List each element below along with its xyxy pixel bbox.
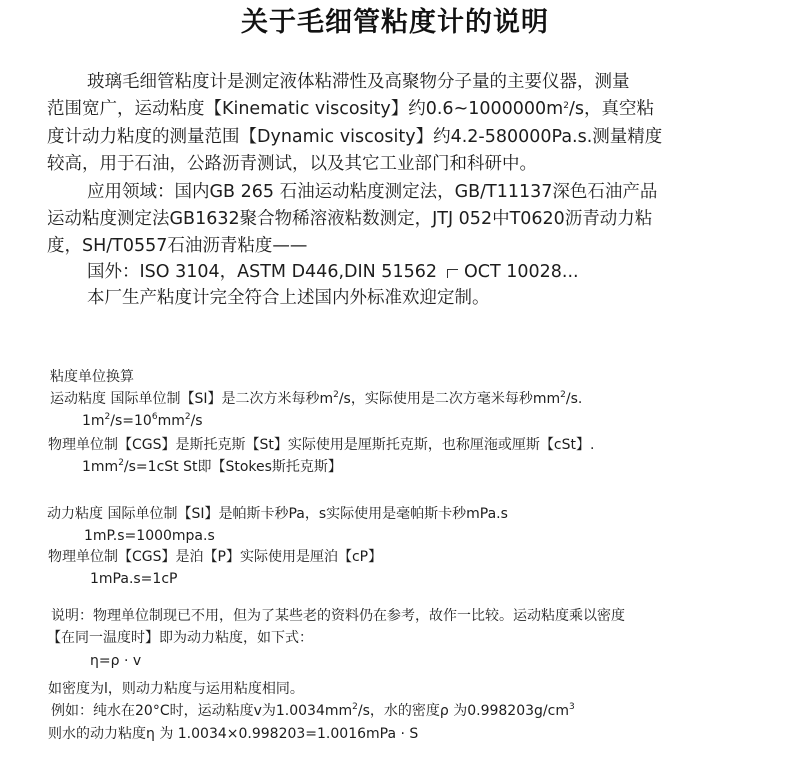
kinematic-si-line: 运动粘度 国际单位制【SI】是二次方米每秒$m^2/s$，实际使用是二次方毫米每秒$mm^2/s$. bbox=[50, 390, 583, 407]
note-line-2: 【在同一温度时】即为动力粘度，如下式： bbox=[47, 630, 313, 646]
kinematic-cgs-equation: $1mm^2/s=1cSt$ St即【Stokes斯托克斯】 bbox=[82, 458, 342, 475]
intro-line-8: 国外：ISO 3104，ASTM D446,DIN 51562 OCT 10028... bbox=[87, 262, 579, 282]
intro-line-4: 较高，用于石油，公路沥青测试，以及其它工业部门和科研中。 bbox=[47, 154, 537, 174]
dynamic-si-equation: 1mP.s=1000mpa.s bbox=[84, 528, 215, 544]
units-heading: 粘度单位换算 bbox=[50, 369, 134, 385]
note-line-1: 说明：物理单位制现已不用，但为了某些老的资料仍在参考，故作一比较。运动粘度乘以密度 bbox=[51, 608, 625, 624]
bracket-mark-icon bbox=[447, 269, 458, 278]
intro-line-6: 运动粘度测定法GB1632聚合物稀溶液粘数测定，JTJ 052中T0620沥青动力粘 bbox=[47, 209, 653, 229]
intro-line-1: 玻璃毛细管粘度计是测定液体粘滞性及高聚物分子量的主要仪器，测量 bbox=[87, 72, 630, 92]
kinematic-cgs-line: 物理单位制【CGS】是斯托克斯【St】实际使用是厘斯托克斯，也称厘沲或厘斯【cSt】. bbox=[48, 437, 595, 453]
note-example: 例如：纯水在20°C时，运动粘度v为$1.0034mm^2/s$，水的密度ρ 为$0.998203g/cm^3$ bbox=[51, 702, 575, 719]
dynamic-si-line: 动力粘度 国际单位制【SI】是帕斯卡秒Pa，s实际使用是毫帕斯卡秒mPa.s bbox=[47, 506, 508, 522]
intro-line-9: 本厂生产粘度计完全符合上述国内外标准欢迎定制。 bbox=[87, 288, 490, 308]
intro-line-2: 范围宽广，运动粘度【Kinematic viscosity】约$0.6\sim 1000000m^2/s$，真空粘 bbox=[47, 99, 654, 119]
kinematic-si-equation: $1m^2/s=10^6mm^2/s$ bbox=[82, 412, 203, 429]
page-title: 关于毛细管粘度计的说明 bbox=[241, 7, 549, 38]
note-result: 则水的动力粘度η 为 1.0034×0.998203=1.0016mPa · S bbox=[48, 726, 419, 742]
dynamic-cgs-equation: 1mPa.s=1cP bbox=[90, 571, 178, 587]
intro-line-3: 度计动力粘度的测量范围【Dynamic viscosity】约4.2-580000Pa.s.测量精度 bbox=[47, 127, 663, 147]
intro-line-5: 应用领域：国内GB 265 石油运动粘度测定法，GB/T11137深色石油产品 bbox=[87, 182, 658, 202]
dynamic-cgs-line: 物理单位制【CGS】是泊【P】实际使用是厘泊【cP】 bbox=[48, 549, 383, 565]
intro-line-7: 度，SH/T0557石油沥青粘度—— bbox=[47, 236, 308, 256]
viscosity-formula: η=ρ · v bbox=[90, 653, 142, 669]
note-same-density: 如密度为l，则动力粘度与运用粘度相同。 bbox=[48, 681, 304, 697]
